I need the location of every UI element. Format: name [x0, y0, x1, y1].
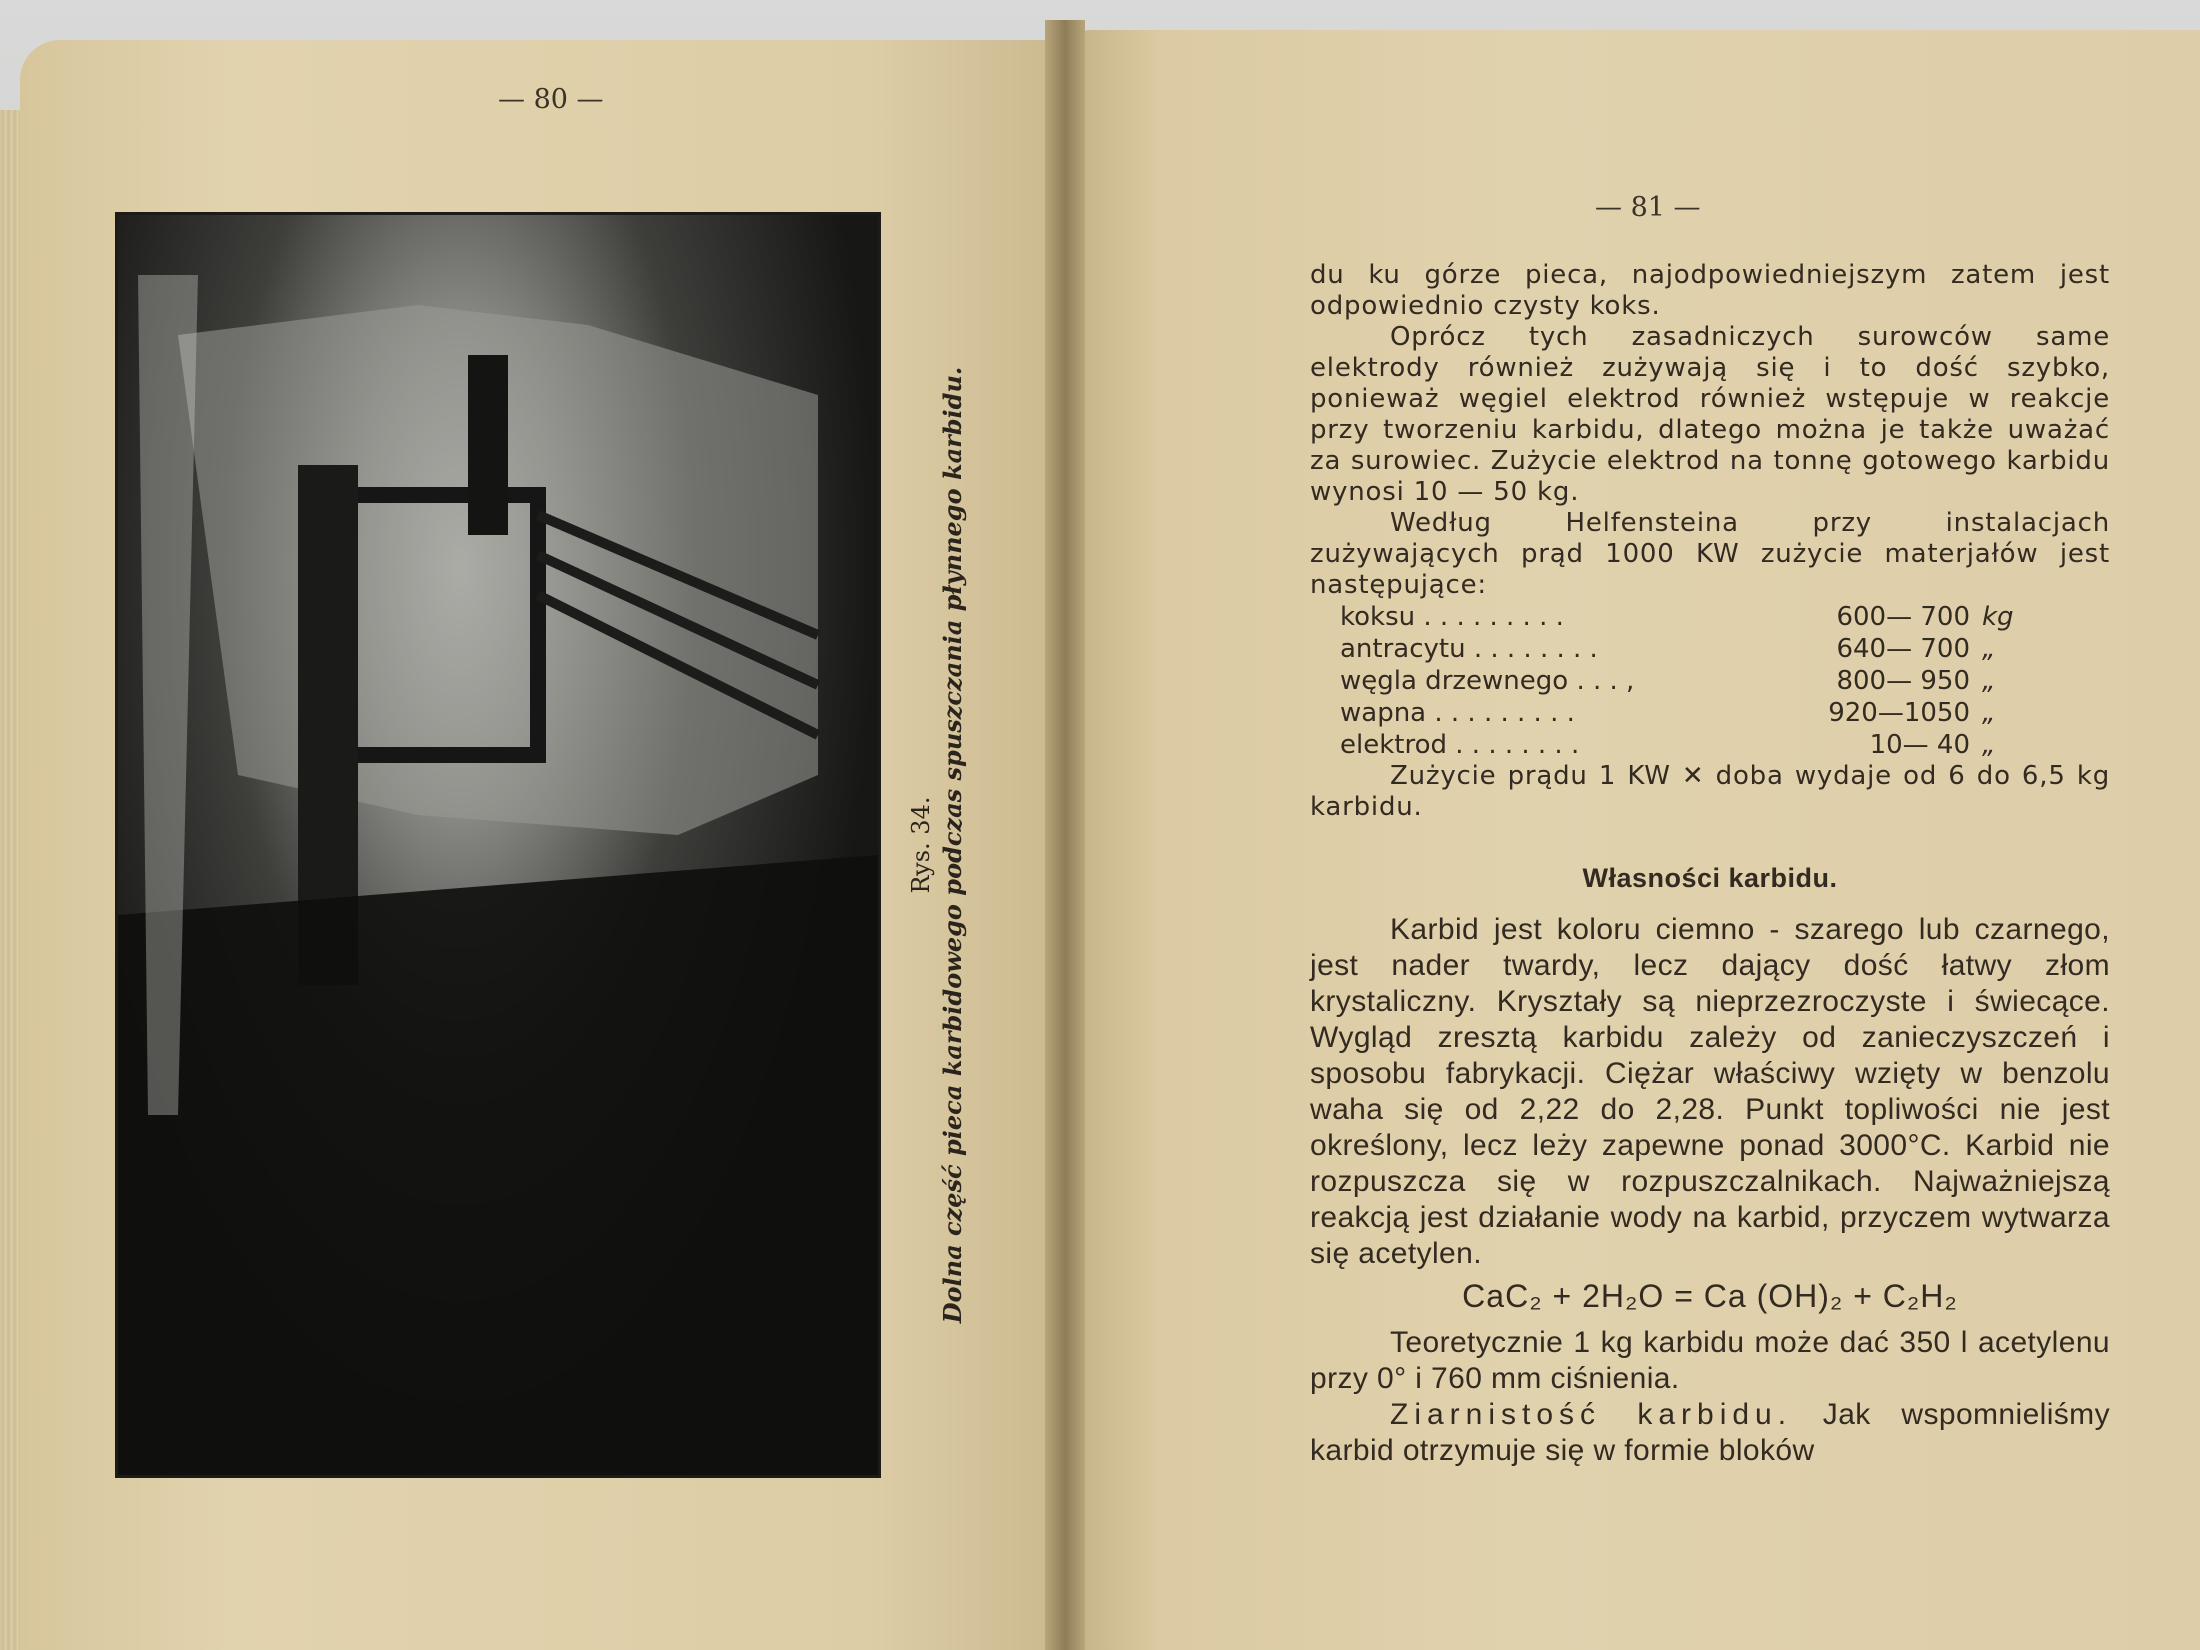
paragraph-1: du ku górze pieca, najodpowiedniejszym zatem jest odpowiednio czysty koks.	[1310, 260, 2110, 321]
paragraph-7	[1310, 1397, 2110, 1469]
table-row	[1340, 697, 2110, 729]
page-number-left: — 80 —	[498, 84, 604, 115]
row-unit: „	[1982, 666, 1996, 696]
paragraph-6: Teoretycznie 1 kg karbidu może dać 350 l acetylenu przy 0° i 760 mm ciśnienia.	[1310, 1326, 2110, 1395]
paragraph-4: Zużycie prądu 1 KW ✕ doba wydaje od 6 do 6,5 kg karbidu.	[1310, 761, 2110, 822]
row-unit: „	[1982, 634, 1996, 664]
row-label: wapna . . . . . . . . .	[1340, 698, 1575, 728]
table-row	[1340, 729, 2110, 761]
table-row	[1340, 633, 2110, 665]
figure-photo	[115, 212, 881, 1478]
page-number-right: — 81 —	[1595, 192, 1701, 223]
row-label: koksu . . . . . . . . .	[1340, 602, 1564, 632]
book-gutter	[1045, 20, 1085, 1650]
paragraph-2: Oprócz tych zasadniczych surowców same elektrody również zużywają się i to dość szybko, ponieważ węgiel elektrod również wstępuje w reakcje przy tworzeniu karbidu, dlatego można je także uważać za surowiec. Zużycie elektrod na tonnę gotowego karbidu wynosi 10 — 50 kg.	[1310, 322, 2110, 507]
row-unit: kg	[1982, 602, 2014, 632]
figure-caption-rotated	[905, 340, 975, 1350]
paragraph-3: Według Helfensteina przy instalacjach zużywających prąd 1000 KW zużycie materjałów jest następujące:	[1310, 508, 2110, 600]
furnace-photo-illustration	[118, 215, 878, 1475]
figure-caption-title: Rys. 34.	[907, 796, 935, 894]
table-row	[1340, 601, 2110, 633]
row-label: węgla drzewnego . . . ,	[1340, 666, 1635, 696]
row-value: 920—1050	[1828, 698, 1970, 728]
section-title: Własności karbidu.	[1582, 863, 1838, 893]
row-value: 10— 40	[1869, 730, 1970, 760]
row-label: elektrod . . . . . . . .	[1340, 730, 1580, 760]
row-unit: „	[1982, 698, 1996, 728]
figure-caption	[905, 340, 967, 1350]
paragraph-7-lead: Ziarnistość karbidu.	[1390, 1398, 1793, 1431]
table-row	[1340, 665, 2110, 697]
paragraph-5: Karbid jest koloru ciemno - szarego lub czarnego, jest nader twardy, lecz dający dość łatwy złom krystaliczny. Kryształy są nieprzezroczyste i świecące. Wygląd zresztą karbidu zależy od zanieczyszczeń i sposobu fabrykacji. Ciężar właściwy wzięty w benzolu waha się od 2,22 do 2,28. Punkt topliwości nie jest określony, lecz leży zapewne ponad 3000°C. Karbid nie rozpuszcza się w rozpuszczalnikach. Najważniejszą reakcją jest działanie wody na karbid, przyczem wytwarza się acetylen.	[1310, 913, 2110, 1270]
figure-caption-text: Dolna część pieca karbidowego podczas spuszczania płynnego karbidu.	[938, 366, 967, 1324]
row-value: 600— 700	[1836, 602, 1970, 632]
row-unit: „	[1982, 730, 1996, 760]
chemical-formula: CaC₂ + 2H₂O = Ca (OH)₂ + C₂H₂	[1462, 1278, 1958, 1314]
row-label: antracytu . . . . . . . .	[1340, 634, 1598, 664]
paragraph-7-rest: Jak wspomnieliśmy karbid otrzymuje się w formie bloków	[1310, 1398, 2110, 1467]
right-page-text	[1310, 260, 2110, 1469]
row-value: 800— 950	[1836, 666, 1970, 696]
consumption-table	[1340, 601, 2110, 761]
row-value: 640— 700	[1836, 634, 1970, 664]
